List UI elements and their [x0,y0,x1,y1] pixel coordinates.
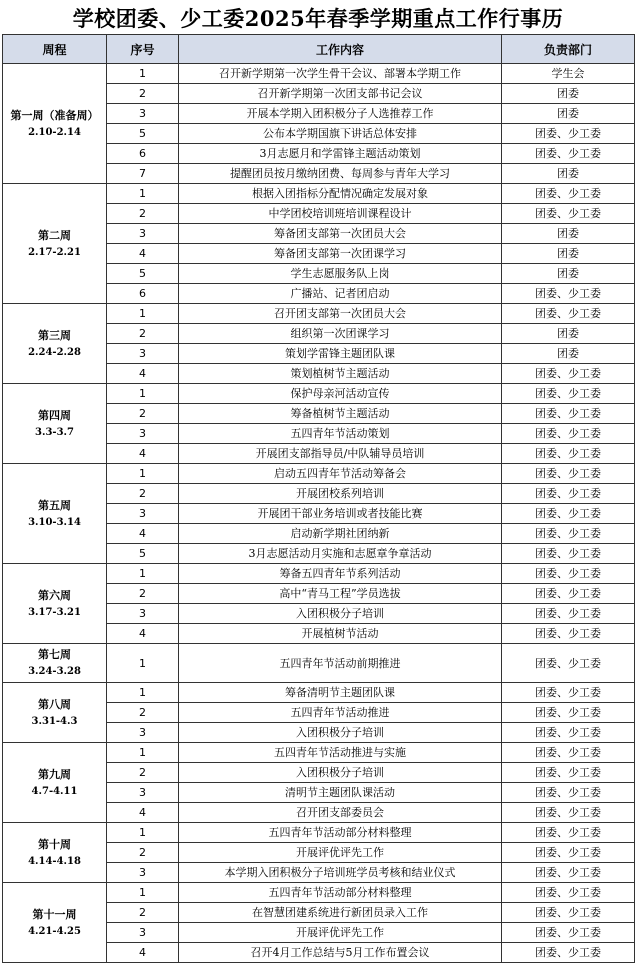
item-department: 团委、少工委 [502,124,635,144]
item-department: 团委 [502,104,635,124]
week-name: 第七周 [38,648,71,661]
item-department: 团委、少工委 [502,384,635,404]
item-number: 3 [107,224,179,244]
item-task: 公布本学期国旗下讲话总体安排 [179,124,502,144]
item-task: 五四青年节活动策划 [179,424,502,444]
item-department: 团委 [502,344,635,364]
item-number: 1 [107,644,179,683]
item-number: 2 [107,843,179,863]
table-row [3,64,635,84]
item-number: 2 [107,484,179,504]
item-department: 团委、少工委 [502,304,635,324]
item-number: 7 [107,164,179,184]
week-dates: 3.10-3.14 [28,516,81,528]
item-number: 4 [107,624,179,644]
page-title: 学校团委、少工委2025年春季学期重点工作行事历 [72,6,564,31]
week-dates: 4.14-4.18 [28,855,81,867]
item-department: 团委、少工委 [502,284,635,304]
item-task: 本学期入团积极分子培训班学员考核和结业仪式 [179,863,502,883]
item-number: 2 [107,903,179,923]
table-header-row [3,35,635,64]
table-row [3,184,635,204]
item-task: 开展植树节活动 [179,624,502,644]
week-dates: 3.3-3.7 [35,426,74,438]
table-row [3,564,635,584]
item-task: 召开新学期第一次团支部书记会议 [179,84,502,104]
item-department: 团委、少工委 [502,564,635,584]
week-name: 第五周 [38,498,71,512]
item-task: 开展评优评先工作 [179,843,502,863]
item-task: 筹备团支部第一次团员大会 [179,224,502,244]
item-number: 2 [107,324,179,344]
item-department: 团委、少工委 [502,404,635,424]
table-row [3,743,635,763]
item-number: 1 [107,304,179,324]
item-number: 1 [107,184,179,204]
item-department: 团委、少工委 [502,544,635,564]
item-department: 团委、少工委 [502,743,635,763]
table-row [3,683,635,703]
item-department: 团委、少工委 [502,504,635,524]
item-number: 2 [107,763,179,783]
week-dates: 3.17-3.21 [28,606,81,618]
item-task: 开展团支部指导员/中队辅导员培训 [179,444,502,464]
header-week: 周程 [3,35,107,64]
week-cell [3,823,107,883]
item-task: 筹备五四青年节系列活动 [179,564,502,584]
item-department: 团委、少工委 [502,604,635,624]
item-task: 清明节主题团队课活动 [179,783,502,803]
table-row [3,384,635,404]
week-cell [3,883,107,963]
item-task: 提醒团员按月缴纳团费、每周参与青年大学习 [179,164,502,184]
week-cell [3,683,107,743]
item-number: 2 [107,404,179,424]
item-department: 学生会 [502,64,635,84]
table-row [3,304,635,324]
week-cell [3,184,107,304]
item-task: 筹备植树节主题活动 [179,404,502,424]
item-department: 团委、少工委 [502,524,635,544]
item-department: 团委、少工委 [502,444,635,464]
week-name: 第四周 [38,408,71,422]
item-task: 根据入团指标分配情况确定发展对象 [179,184,502,204]
item-number: 1 [107,883,179,903]
item-task: 高中“青马工程”学员选拔 [179,584,502,604]
week-cell [3,564,107,644]
week-name: 第三周 [38,328,71,342]
item-department: 团委、少工委 [502,903,635,923]
item-task: 筹备团支部第一次团课学习 [179,244,502,264]
item-department: 团委 [502,244,635,264]
week-name: 第九周 [38,767,71,781]
item-task: 保护母亲河活动宣传 [179,384,502,404]
item-department: 团委、少工委 [502,803,635,823]
item-task: 五四青年节活动部分材料整理 [179,823,502,843]
item-number: 2 [107,84,179,104]
item-number: 1 [107,683,179,703]
week-name: 第六周 [38,588,71,602]
item-number: 6 [107,284,179,304]
week-cell [3,464,107,564]
header-number: 序号 [107,35,179,64]
item-number: 6 [107,144,179,164]
item-department: 团委、少工委 [502,364,635,384]
item-number: 4 [107,524,179,544]
item-number: 4 [107,364,179,384]
item-task: 五四青年节活动推进与实施 [179,743,502,763]
item-department: 团委、少工委 [502,683,635,703]
item-number: 5 [107,544,179,564]
item-department: 团委 [502,264,635,284]
item-number: 2 [107,703,179,723]
item-task: 在智慧团建系统进行新团员录入工作 [179,903,502,923]
week-dates: 2.10-2.14 [28,126,81,138]
week-name: 第十周 [38,837,71,851]
week-name: 第十一周 [32,907,77,921]
item-department: 团委、少工委 [502,424,635,444]
item-task: 召开团支部委员会 [179,803,502,823]
item-task: 策划学雷锋主题团队课 [179,344,502,364]
week-cell [3,644,107,683]
item-department: 团委、少工委 [502,943,635,963]
item-department: 团委、少工委 [502,144,635,164]
item-department: 团委、少工委 [502,923,635,943]
item-task: 召开4月工作总结与5月工作布置会议 [179,943,502,963]
table-row [3,644,635,683]
item-department: 团委、少工委 [502,703,635,723]
item-task: 召开团支部第一次团员大会 [179,304,502,324]
item-number: 3 [107,923,179,943]
item-task: 入团积极分子培训 [179,763,502,783]
item-number: 3 [107,723,179,743]
item-department: 团委、少工委 [502,584,635,604]
item-task: 五四青年节活动部分材料整理 [179,883,502,903]
week-cell [3,64,107,184]
item-number: 2 [107,204,179,224]
item-number: 4 [107,943,179,963]
week-cell [3,743,107,823]
item-department: 团委、少工委 [502,883,635,903]
item-number: 1 [107,64,179,84]
item-department: 团委 [502,84,635,104]
table-row [3,883,635,903]
item-number: 3 [107,344,179,364]
item-number: 5 [107,264,179,284]
item-number: 4 [107,244,179,264]
table-row [3,464,635,484]
item-department: 团委、少工委 [502,484,635,504]
item-department: 团委、少工委 [502,723,635,743]
item-department: 团委、少工委 [502,823,635,843]
item-department: 团委、少工委 [502,204,635,224]
item-department: 团委、少工委 [502,843,635,863]
item-task: 3月志愿活动月实施和志愿章争章活动 [179,544,502,564]
item-department: 团委 [502,224,635,244]
item-task: 学生志愿服务队上岗 [179,264,502,284]
item-task: 开展评优评先工作 [179,923,502,943]
header-task: 工作内容 [179,35,502,64]
item-task: 组织第一次团课学习 [179,324,502,344]
item-department: 团委 [502,324,635,344]
item-task: 启动新学期社团纳新 [179,524,502,544]
item-task: 入团积极分子培训 [179,723,502,743]
item-task: 策划植树节主题活动 [179,364,502,384]
item-number: 3 [107,504,179,524]
item-task: 开展团干部业务培训或者技能比赛 [179,504,502,524]
item-number: 3 [107,424,179,444]
schedule-body [3,64,635,963]
week-name: 第一周（准备周） [10,108,99,122]
item-task: 五四青年节活动推进 [179,703,502,723]
item-department: 团委、少工委 [502,783,635,803]
week-dates: 3.31-4.3 [31,715,78,727]
item-number: 1 [107,564,179,584]
schedule-table [2,34,635,963]
item-task: 筹备清明节主题团队课 [179,683,502,703]
header-department: 负责部门 [502,35,635,64]
item-number: 5 [107,124,179,144]
item-department: 团委、少工委 [502,464,635,484]
item-department: 团委、少工委 [502,863,635,883]
item-department: 团委、少工委 [502,184,635,204]
item-number: 1 [107,823,179,843]
item-task: 3月志愿月和学雷锋主题活动策划 [179,144,502,164]
item-department: 团委、少工委 [502,763,635,783]
item-number: 3 [107,863,179,883]
item-number: 1 [107,384,179,404]
week-cell [3,384,107,464]
item-task: 召开新学期第一次学生骨干会议、部署本学期工作 [179,64,502,84]
item-task: 启动五四青年节活动筹备会 [179,464,502,484]
item-department: 团委、少工委 [502,644,635,683]
item-number: 1 [107,743,179,763]
item-task: 五四青年节活动前期推进 [179,644,502,683]
week-name: 第二周 [38,228,71,242]
item-department: 团委 [502,164,635,184]
week-dates: 4.21-4.25 [28,925,81,937]
item-number: 3 [107,604,179,624]
week-dates: 2.17-2.21 [28,246,81,258]
item-number: 2 [107,584,179,604]
item-number: 3 [107,104,179,124]
item-number: 1 [107,464,179,484]
week-dates: 2.24-2.28 [28,346,81,358]
item-task: 广播站、记者团启动 [179,284,502,304]
item-task: 入团积极分子培训 [179,604,502,624]
item-task: 开展本学期入团积极分子人选推荐工作 [179,104,502,124]
item-number: 4 [107,444,179,464]
week-name: 第八周 [38,697,71,711]
item-number: 4 [107,803,179,823]
week-dates: 4.7-4.11 [31,785,78,797]
week-cell [3,304,107,384]
item-department: 团委、少工委 [502,624,635,644]
table-row [3,823,635,843]
item-task: 中学团校培训班培训课程设计 [179,204,502,224]
item-number: 3 [107,783,179,803]
week-dates: 3.24-3.28 [28,666,81,677]
item-task: 开展团校系列培训 [179,484,502,504]
